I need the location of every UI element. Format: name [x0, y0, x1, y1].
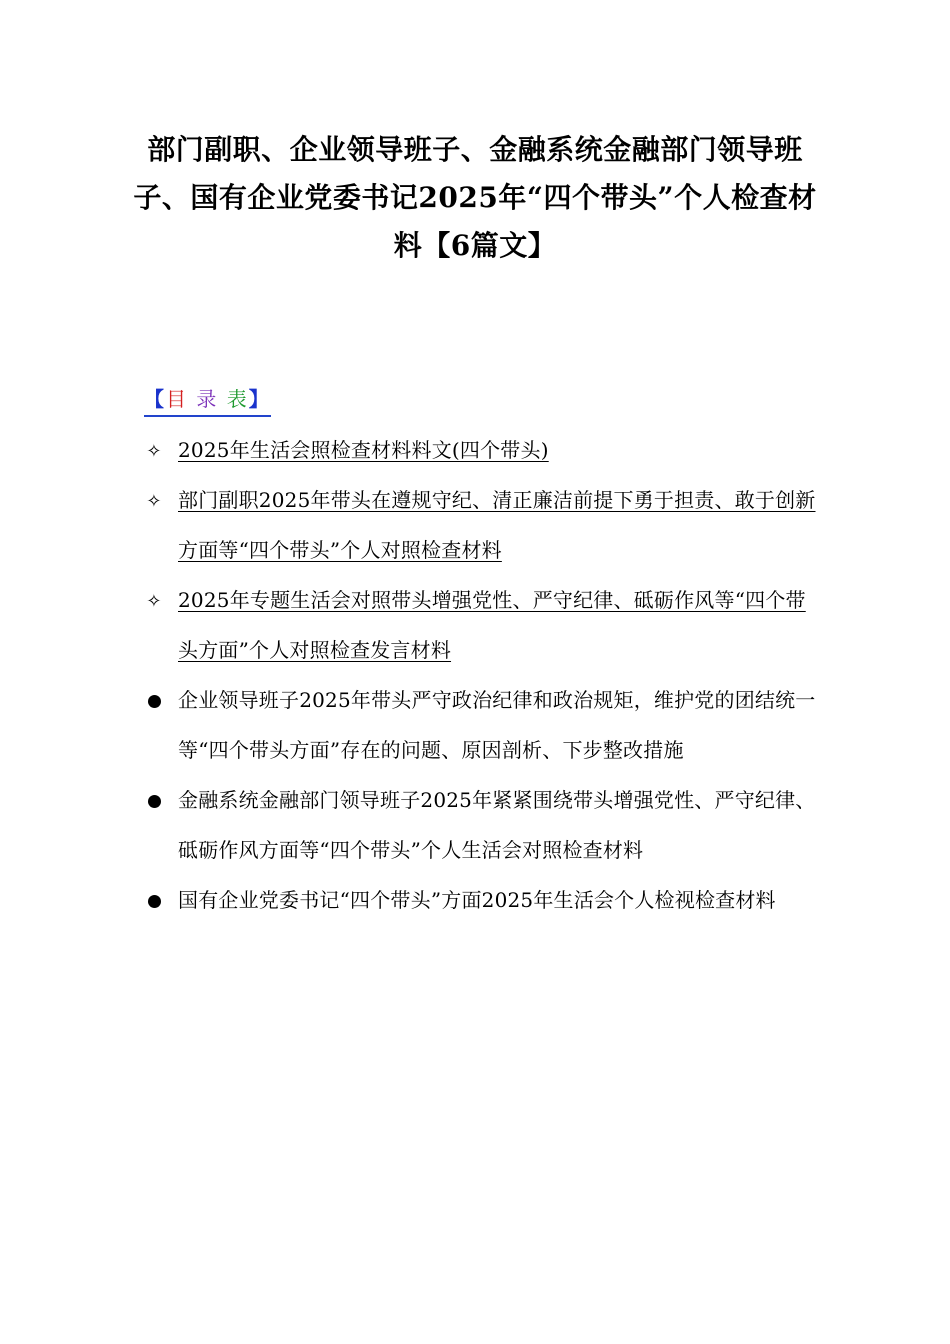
toc-list [144, 425, 824, 925]
toc-heading-char-2: 录 [196, 387, 219, 411]
filled-circle-icon [144, 675, 164, 725]
toc-bracket-close: 】 [248, 387, 271, 411]
diamond-outline-icon: ✧ [146, 591, 162, 612]
toc-item[interactable] [144, 425, 824, 475]
toc-item-link[interactable]: 部门副职2025年带头在遵规守纪、清正廉洁前提下勇于担责、敢于创新方面等“四个带头”个人对照检查材料 [178, 488, 816, 562]
toc-item [144, 675, 824, 775]
toc-item[interactable] [144, 575, 824, 675]
toc-bracket-open: 【 [144, 387, 166, 411]
document-title: 部门副职、企业领导班子、金融系统金融部门领导班子、国有企业党委书记2025年“四个带头”个人检查材料【6篇文】 [133, 133, 817, 262]
toc-heading-char-1: 目 [166, 387, 188, 411]
toc-item[interactable] [144, 475, 824, 575]
filled-circle-icon [144, 875, 164, 925]
toc-item [144, 875, 824, 925]
toc-item-text: 企业领导班子2025年带头严守政治纪律和政治规矩，维护党的团结统一等“四个带头方面”存在的问题、原因剖析、下步整改措施 [178, 688, 816, 762]
toc-item-link[interactable]: 2025年生活会照检查材料料文(四个带头) [178, 438, 549, 462]
toc-item-text: 国有企业党委书记“四个带头”方面2025年生活会个人检视检查材料 [178, 888, 776, 912]
diamond-outline-icon: ✧ [146, 441, 162, 462]
toc-item-text: 金融系统金融部门领导班子2025年紧紧围绕带头增强党性、严守纪律、砥砺作风方面等“四个带头”个人生活会对照检查材料 [178, 788, 816, 862]
toc-heading-char-3: 表 [226, 387, 249, 411]
filled-circle-icon [144, 775, 164, 825]
toc-heading [144, 383, 271, 417]
toc-item [144, 775, 824, 875]
toc-item-link[interactable]: 2025年专题生活会对照带头增强党性、严守纪律、砥砺作风等“四个带头方面”个人对照检查发言材料 [178, 588, 806, 662]
diamond-outline-icon: ✧ [146, 491, 162, 512]
